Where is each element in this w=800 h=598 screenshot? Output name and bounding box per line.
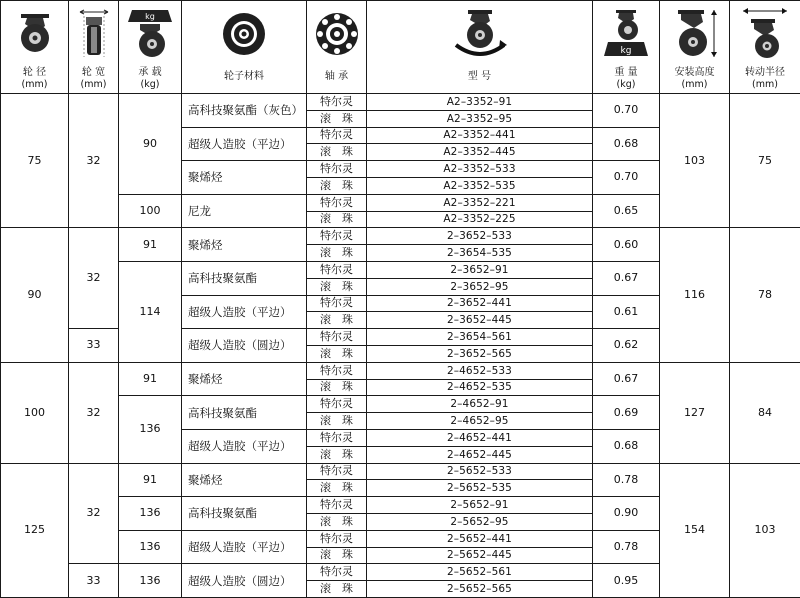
header-label: 安装高度 — [674, 67, 715, 78]
bearing-cell: 滚 珠 — [307, 278, 367, 295]
bearing-cell: 特尔灵 — [307, 396, 367, 413]
model-cell: 2–3654–561 — [367, 329, 593, 346]
model-cell: 2–5652–441 — [367, 530, 593, 547]
model-cell: 2–5652–91 — [367, 497, 593, 514]
header-material — [182, 1, 307, 94]
wheel-diameter-cell: 90 — [1, 228, 69, 362]
material-cell: 聚烯烃 — [182, 228, 307, 262]
header-label: 重 量 — [614, 67, 638, 78]
header-unit: (mm) — [21, 79, 48, 90]
weight-cell: 0.62 — [593, 329, 660, 363]
weight-cell: 0.67 — [593, 261, 660, 295]
weight-cell: 0.95 — [593, 564, 660, 598]
bearing-cell: 滚 珠 — [307, 345, 367, 362]
wheel-width-icon — [76, 7, 112, 61]
mount-height-cell: 103 — [660, 94, 730, 228]
bearing-cell: 滚 珠 — [307, 547, 367, 564]
header-weight — [593, 1, 660, 94]
weight-cell: 0.67 — [593, 362, 660, 396]
wheel-tread-icon — [220, 7, 268, 61]
wheel-diameter-cell: 75 — [1, 94, 69, 228]
model-cell: 2–4652–535 — [367, 379, 593, 396]
bearing-cell: 特尔灵 — [307, 329, 367, 346]
model-cell: 2–3652–91 — [367, 261, 593, 278]
bearing-cell: 特尔灵 — [307, 94, 367, 111]
bearing-cell: 特尔灵 — [307, 564, 367, 581]
swivel-radius-cell: 84 — [730, 362, 800, 463]
model-cell: 2–3652–533 — [367, 228, 593, 245]
header-label: 轮 径 — [22, 67, 47, 78]
load-cell: 100 — [119, 194, 182, 228]
bearing-cell: 滚 珠 — [307, 446, 367, 463]
bearing-cell: 滚 珠 — [307, 245, 367, 262]
load-cell: 136 — [119, 497, 182, 531]
load-cell: 136 — [119, 396, 182, 463]
header-unit: (mm) — [681, 79, 708, 90]
load-cell: 91 — [119, 463, 182, 497]
bearing-cell: 特尔灵 — [307, 362, 367, 379]
weight-cell: 0.68 — [593, 429, 660, 463]
model-cell: 2–4652–91 — [367, 396, 593, 413]
header-label: 轮 宽 — [81, 67, 106, 78]
bearing-cell: 特尔灵 — [307, 295, 367, 312]
header-unit: (mm) — [752, 79, 778, 90]
model-cell: 2–3652–441 — [367, 295, 593, 312]
load-cell: 91 — [119, 228, 182, 262]
caster-diameter-icon — [15, 7, 55, 61]
swivel-radius-cell: 103 — [730, 463, 800, 597]
wheel-width-cell: 33 — [69, 329, 119, 363]
table-row — [1, 228, 800, 245]
load-cell: 136 — [119, 530, 182, 564]
load-cell: 136 — [119, 564, 182, 598]
material-cell: 聚烯烃 — [182, 362, 307, 396]
bearing-cell: 特尔灵 — [307, 429, 367, 446]
model-cell: 2–3652–95 — [367, 278, 593, 295]
swivel-caster-icon — [450, 7, 510, 61]
caster-weight-icon — [602, 7, 650, 61]
header-row — [1, 1, 800, 94]
weight-cell: 0.60 — [593, 228, 660, 262]
model-cell: 2–5652–533 — [367, 463, 593, 480]
header-label: 轴 承 — [324, 71, 349, 82]
model-cell: A2–3352–221 — [367, 194, 593, 211]
weight-cell: 0.78 — [593, 530, 660, 564]
material-cell: 尼龙 — [182, 194, 307, 228]
bearing-cell: 特尔灵 — [307, 161, 367, 178]
model-cell: A2–3352–91 — [367, 94, 593, 111]
material-cell: 高科技聚氨酯 — [182, 261, 307, 295]
material-cell: 聚烯烃 — [182, 161, 307, 195]
weight-cell: 0.61 — [593, 295, 660, 329]
load-cell: 90 — [119, 94, 182, 195]
model-cell: 2–5652–565 — [367, 581, 593, 598]
mount-height-cell: 127 — [660, 362, 730, 463]
model-cell: 2–4652–533 — [367, 362, 593, 379]
material-cell: 高科技聚氨酯 — [182, 497, 307, 531]
header-mount-height — [660, 1, 730, 94]
wheel-width-cell: 32 — [69, 362, 119, 463]
model-cell: A2–3352–95 — [367, 110, 593, 127]
bearing-cell: 滚 珠 — [307, 177, 367, 194]
model-cell: 2–3652–565 — [367, 345, 593, 362]
bearing-cell: 特尔灵 — [307, 497, 367, 514]
weight-cell: 0.78 — [593, 463, 660, 497]
header-load — [119, 1, 182, 94]
material-cell: 超级人造胶（平边） — [182, 127, 307, 161]
bearing-cell: 滚 珠 — [307, 480, 367, 497]
wheel-width-cell: 33 — [69, 564, 119, 598]
wheel-width-cell: 32 — [69, 228, 119, 329]
header-model — [367, 1, 593, 94]
weight-cell: 0.90 — [593, 497, 660, 531]
header-unit: (kg) — [616, 79, 636, 90]
bearing-cell: 特尔灵 — [307, 261, 367, 278]
bearing-cell: 滚 珠 — [307, 110, 367, 127]
weight-cell: 0.70 — [593, 161, 660, 195]
bearing-cell: 滚 珠 — [307, 144, 367, 161]
material-cell: 超级人造胶（平边） — [182, 429, 307, 463]
material-cell: 超级人造胶（圆边） — [182, 329, 307, 363]
bearing-cell: 滚 珠 — [307, 312, 367, 329]
ball-bearing-icon — [313, 7, 361, 61]
model-cell: 2–3652–445 — [367, 312, 593, 329]
bearing-cell: 滚 珠 — [307, 379, 367, 396]
model-cell: 2–4652–441 — [367, 429, 593, 446]
bearing-cell: 滚 珠 — [307, 413, 367, 430]
model-cell: 2–5652–95 — [367, 513, 593, 530]
mount-height-cell: 116 — [660, 228, 730, 362]
model-cell: A2–3352–445 — [367, 144, 593, 161]
wheel-diameter-cell: 100 — [1, 362, 69, 463]
header-label: 承 载 — [138, 67, 162, 78]
bearing-cell: 滚 珠 — [307, 513, 367, 530]
weight-cell: 0.68 — [593, 127, 660, 161]
weight-cell: 0.70 — [593, 94, 660, 128]
weight-icon-kg: kg — [620, 46, 632, 56]
wheel-diameter-cell: 125 — [1, 463, 69, 597]
model-cell: 2–5652–535 — [367, 480, 593, 497]
mount-height-icon — [670, 7, 720, 61]
model-cell: A2–3352–533 — [367, 161, 593, 178]
load-weight-icon — [126, 7, 174, 61]
model-cell: 2–3654–535 — [367, 245, 593, 262]
model-cell: 2–5652–561 — [367, 564, 593, 581]
bearing-cell: 特尔灵 — [307, 228, 367, 245]
bearing-cell: 特尔灵 — [307, 530, 367, 547]
weight-cell: 0.65 — [593, 194, 660, 228]
header-bearing — [307, 1, 367, 94]
material-cell: 超级人造胶（平边） — [182, 295, 307, 329]
header-wheel-width — [69, 1, 119, 94]
table-row — [1, 362, 800, 379]
load-cell: 114 — [119, 261, 182, 362]
weight-cell: 0.69 — [593, 396, 660, 430]
load-icon-kg: kg — [145, 12, 155, 21]
model-cell: A2–3352–535 — [367, 177, 593, 194]
swivel-radius-cell: 75 — [730, 94, 800, 228]
bearing-cell: 滚 珠 — [307, 581, 367, 598]
wheel-width-cell: 32 — [69, 463, 119, 564]
header-wheel-diameter — [1, 1, 69, 94]
mount-height-cell: 154 — [660, 463, 730, 597]
bearing-cell: 特尔灵 — [307, 194, 367, 211]
header-label: 轮子材料 — [224, 71, 264, 82]
swivel-radius-icon — [739, 7, 791, 61]
header-swivel-radius — [730, 1, 800, 94]
material-cell: 超级人造胶（平边） — [182, 530, 307, 564]
header-label: 转动半径 — [745, 67, 785, 78]
header-unit: (kg) — [140, 79, 160, 90]
material-cell: 超级人造胶（圆边） — [182, 564, 307, 598]
model-cell: 2–4652–95 — [367, 413, 593, 430]
material-cell: 高科技聚氨酯 — [182, 396, 307, 430]
bearing-cell: 滚 珠 — [307, 211, 367, 228]
load-cell: 91 — [119, 362, 182, 396]
swivel-radius-cell: 78 — [730, 228, 800, 362]
material-cell: 高科技聚氨酯（灰色） — [182, 94, 307, 128]
material-cell: 聚烯烃 — [182, 463, 307, 497]
model-cell: 2–4652–445 — [367, 446, 593, 463]
table-row — [1, 463, 800, 480]
bearing-cell: 特尔灵 — [307, 127, 367, 144]
header-label: 型 号 — [467, 71, 492, 82]
bearing-cell: 特尔灵 — [307, 463, 367, 480]
model-cell: 2–5652–445 — [367, 547, 593, 564]
header-unit: (mm) — [80, 79, 107, 90]
wheel-width-cell: 32 — [69, 94, 119, 228]
model-cell: A2–3352–441 — [367, 127, 593, 144]
table-row — [1, 94, 800, 111]
model-cell: A2–3352–225 — [367, 211, 593, 228]
